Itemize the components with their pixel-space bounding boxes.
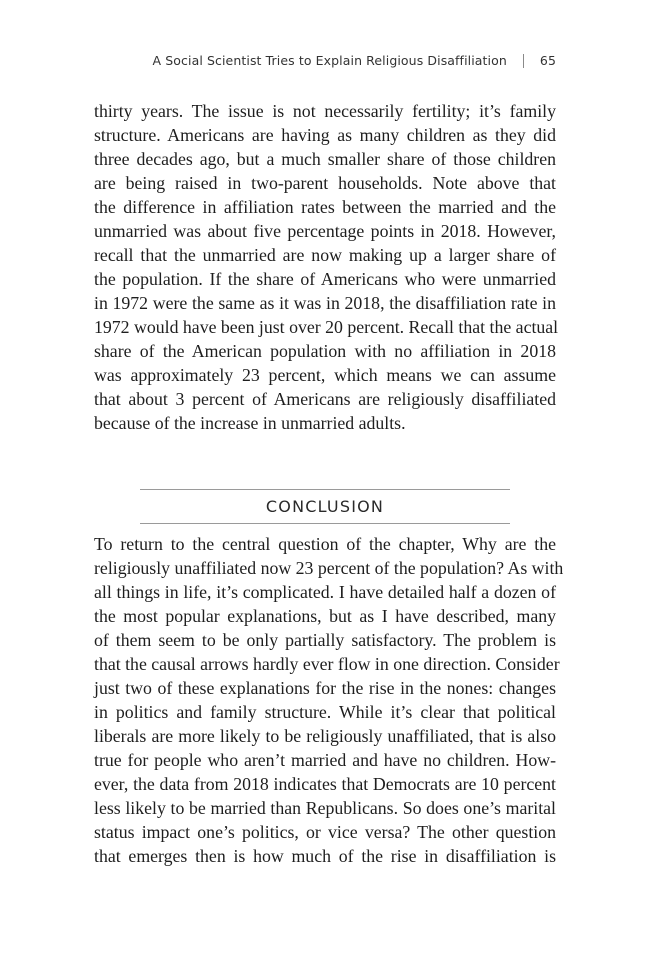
- running-head-title: A Social Scientist Tries to Explain Religious Disaffiliation: [152, 53, 507, 68]
- text-line: in 1972 were the same as it was in 2018, the disaffiliation rate in: [94, 293, 556, 313]
- text-line: share of the American population with no affiliation in 2018: [94, 341, 556, 361]
- text-line: structure. Americans are having as many children as they did: [94, 125, 556, 145]
- body-paragraph-1: [94, 99, 559, 435]
- text-line: the most popular explanations, but as I have described, many: [94, 606, 556, 626]
- text-line: recall that the unmarried are now making up a larger share of: [94, 245, 556, 265]
- text-line: that emerges then is how much of the rise in disaffiliation is: [94, 846, 556, 866]
- text-line: true for people who aren’t married and have no children. How-: [94, 750, 556, 770]
- text-line: of them seem to be only partially satisfactory. The problem is: [94, 630, 556, 650]
- text-line: ever, the data from 2018 indicates that Democrats are 10 percent: [94, 774, 556, 794]
- body-paragraph-2: [94, 532, 564, 868]
- text-line: that about 3 percent of Americans are religiously disaffiliated: [94, 389, 556, 409]
- text-line: 1972 would have been just over 20 percent. Recall that the actual: [94, 317, 559, 337]
- text-line: all things in life, it’s complicated. I have detailed half a dozen of: [94, 582, 556, 602]
- text-line: three decades ago, but a much smaller share of those children: [94, 149, 556, 169]
- running-head: [153, 53, 556, 68]
- text-line: thirty years. The issue is not necessarily fertility; it’s family: [94, 101, 556, 121]
- text-line: the population. If the share of Americans who were unmarried: [94, 269, 556, 289]
- text-line: are being raised in two-parent households. Note above that: [94, 173, 556, 193]
- text-line: was approximately 23 percent, which means we can assume: [94, 365, 556, 385]
- section-heading-text: CONCLUSION: [265, 497, 385, 516]
- section-heading: [140, 489, 510, 524]
- text-line: that the causal arrows hardly ever flow in one direction. Consider: [94, 654, 560, 674]
- text-line: status impact one’s politics, or vice versa? The other question: [94, 822, 556, 842]
- text-line: religiously unaffiliated now 23 percent of the population? As with: [94, 558, 564, 578]
- text-line: To return to the central question of the chapter, Why are the: [94, 534, 556, 554]
- running-head-divider: [523, 54, 524, 68]
- text-line: unmarried was about five percentage points in 2018. However,: [94, 221, 556, 241]
- page-number: 65: [539, 53, 556, 68]
- text-line: just two of these explanations for the rise in the nones: changes: [94, 678, 556, 698]
- text-line: less likely to be married than Republicans. So does one’s marital: [94, 798, 556, 818]
- text-line: the difference in affiliation rates between the married and the: [94, 197, 556, 217]
- text-line: in politics and family structure. While it’s clear that political: [94, 702, 556, 722]
- text-line: because of the increase in unmarried adults.: [94, 413, 406, 433]
- text-line: liberals are more likely to be religiously unaffiliated, that is also: [94, 726, 556, 746]
